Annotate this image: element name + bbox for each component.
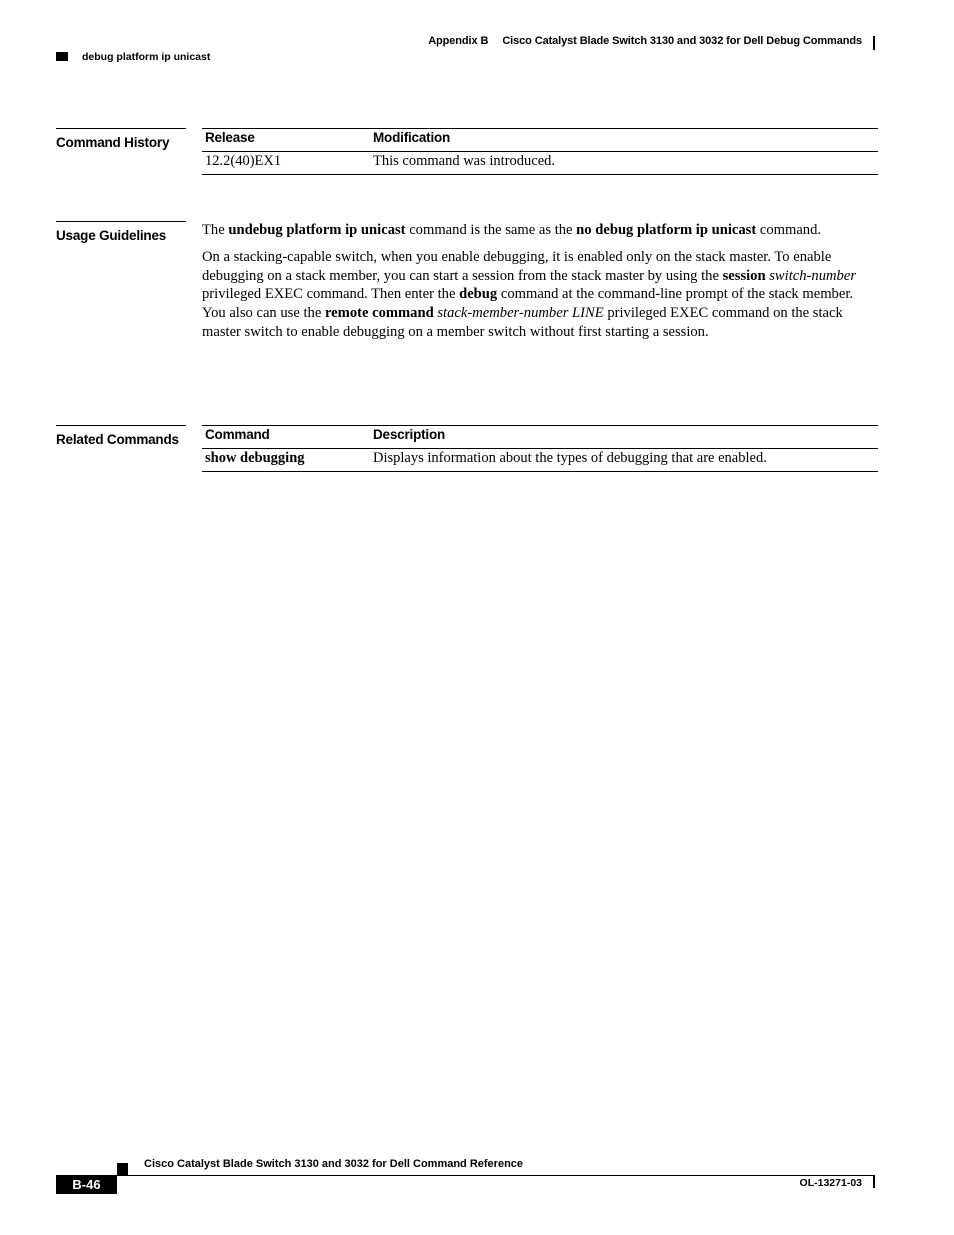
footer-book-title: Cisco Catalyst Blade Switch 3130 and 3032 for Dell Command Reference bbox=[144, 1158, 524, 1170]
command-keyword: no debug platform ip unicast bbox=[576, 222, 757, 238]
chapter-title: Cisco Catalyst Blade Switch 3130 and 3032 for Dell Debug Commands bbox=[502, 35, 862, 47]
table-row bbox=[202, 152, 878, 175]
appendix-label: Appendix B bbox=[428, 35, 489, 47]
argument-text: switch-number bbox=[769, 267, 856, 284]
usage-guidelines-label: Usage Guidelines bbox=[56, 221, 186, 243]
command-history-label: Command History bbox=[56, 128, 186, 150]
table-header-row bbox=[202, 129, 878, 152]
related-commands-label: Related Commands bbox=[56, 425, 186, 447]
table-row bbox=[202, 449, 878, 472]
related-commands-table bbox=[202, 425, 878, 472]
column-header-modification: Modification bbox=[370, 129, 878, 152]
description-cell: Displays information about the types of debugging that are enabled. bbox=[370, 449, 878, 472]
text-run: The bbox=[202, 222, 229, 238]
section-title: debug platform ip unicast bbox=[82, 51, 211, 63]
command-keyword: session bbox=[722, 267, 766, 284]
usage-paragraph-1 bbox=[202, 221, 878, 240]
header-square-mark bbox=[56, 52, 68, 61]
text-run: command at the command-line prompt of the stack member. You also can use the bbox=[202, 286, 854, 322]
text-run: command is the same as the bbox=[405, 222, 577, 238]
running-header bbox=[428, 35, 862, 47]
footer-rule-mark bbox=[873, 1175, 875, 1188]
argument-text: stack-member-number LINE bbox=[437, 305, 604, 322]
text-run: command. bbox=[756, 222, 822, 238]
column-header-description: Description bbox=[370, 426, 878, 449]
command-keyword: remote command bbox=[324, 305, 434, 322]
document-number: OL-13271-03 bbox=[799, 1177, 862, 1189]
command-keyword: debug bbox=[459, 286, 498, 303]
header-rule-mark bbox=[873, 36, 875, 50]
table-header-row bbox=[202, 426, 878, 449]
command-history-table bbox=[202, 128, 878, 175]
modification-cell: This command was introduced. bbox=[370, 152, 878, 175]
usage-guidelines-text bbox=[202, 221, 878, 350]
column-header-command: Command bbox=[202, 426, 370, 449]
text-run: On a stacking-capable switch, when you enable debugging, it is enabled only on the stack master. To enable debugging on a stack member, you can start a session from the stack master by using the bbox=[202, 248, 832, 284]
footer-rule bbox=[117, 1175, 875, 1176]
command-keyword: undebug platform ip unicast bbox=[228, 222, 406, 238]
command-cell: show debugging bbox=[202, 449, 370, 472]
text-run: privileged EXEC command. Then enter the bbox=[202, 286, 460, 303]
usage-paragraph-2 bbox=[202, 248, 878, 342]
release-cell: 12.2(40)EX1 bbox=[202, 152, 370, 175]
text-run: privileged EXEC command on the stack master switch to enable debugging on a member switch without first starting a session. bbox=[202, 305, 843, 340]
page-number: B-46 bbox=[56, 1175, 117, 1194]
column-header-release: Release bbox=[202, 129, 370, 152]
